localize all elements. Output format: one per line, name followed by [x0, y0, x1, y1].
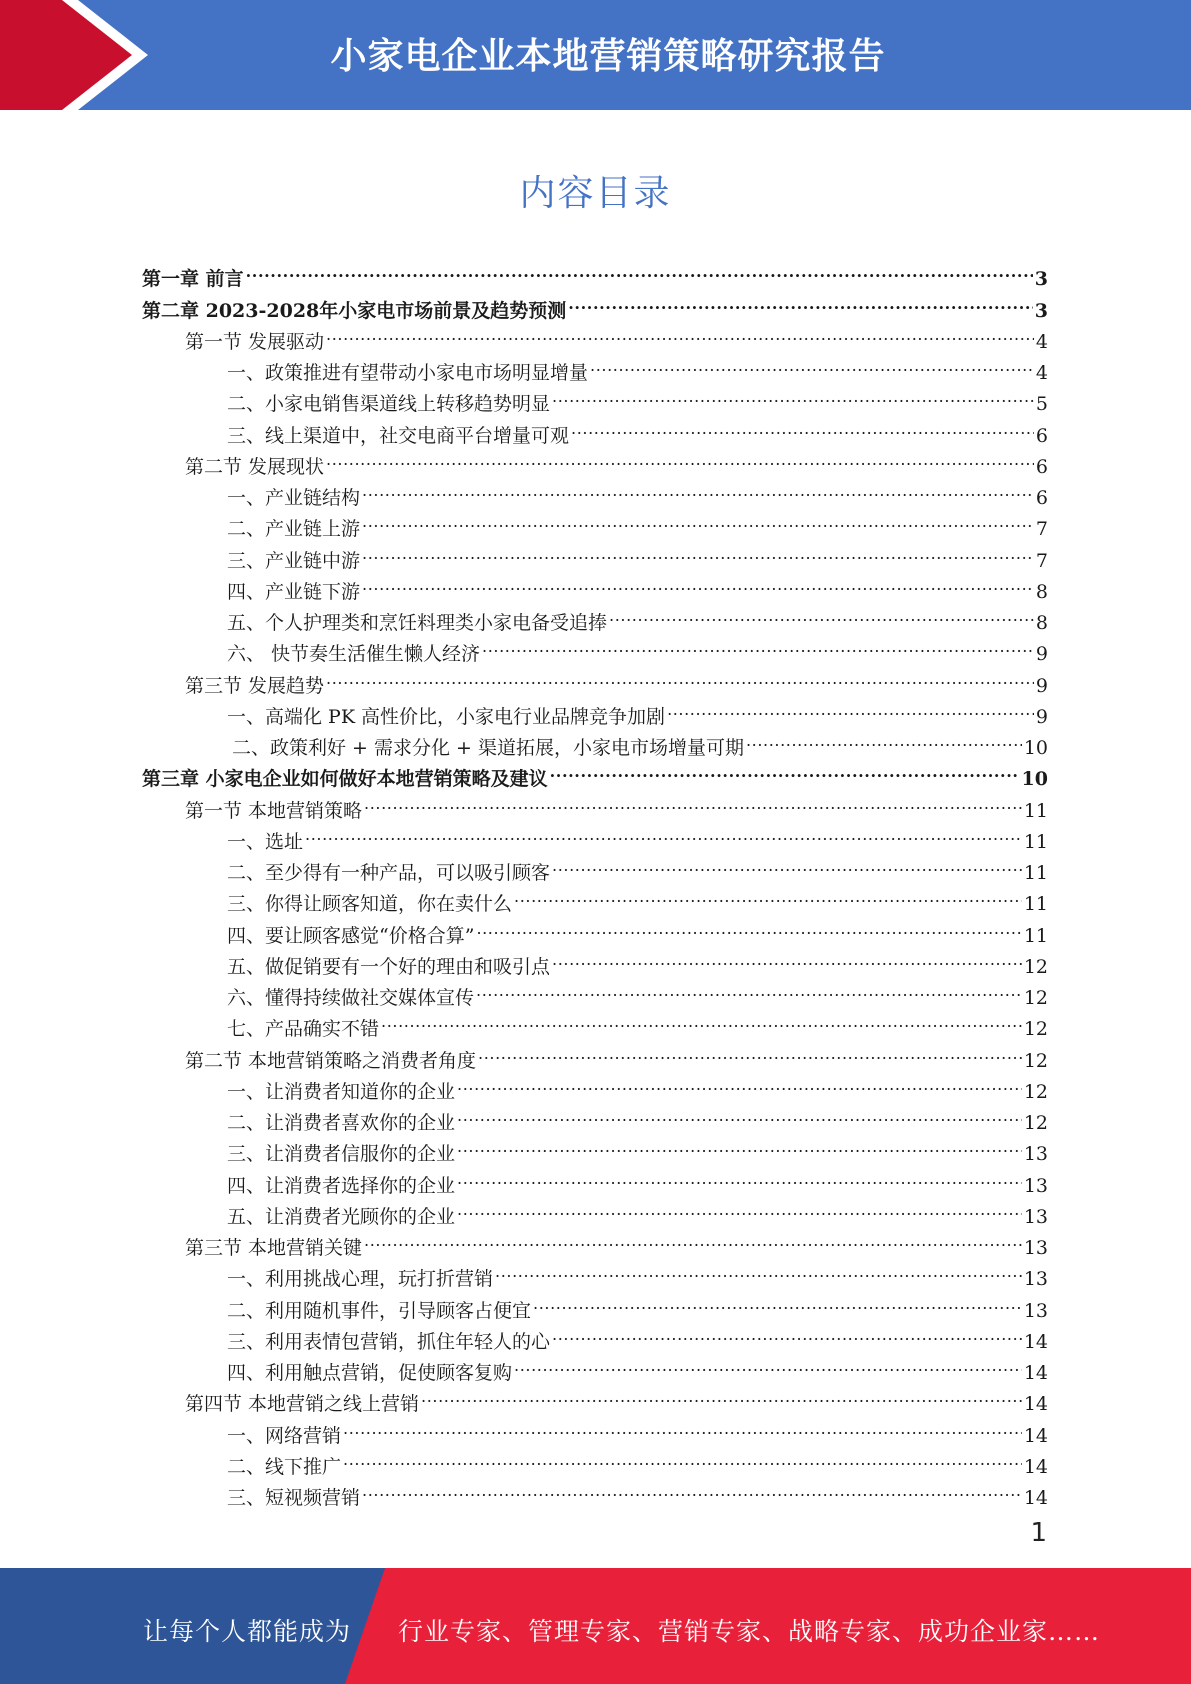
toc-entry-title: 二、政策利好 + 需求分化 + 渠道拓展，小家电市场增量可期	[232, 737, 744, 759]
toc-entry-page: 9	[1035, 643, 1048, 666]
toc-entry-title: 三、短视频营销	[227, 1487, 361, 1509]
toc-dot-leader	[746, 723, 1022, 754]
toc-dot-leader	[552, 848, 1022, 879]
toc-entry-page: 6	[1035, 487, 1048, 509]
toc-dot-leader	[552, 942, 1022, 973]
header-band	[0, 0, 1191, 110]
toc-entry-page: 9	[1035, 674, 1048, 697]
toc-entry-page: 7	[1035, 518, 1048, 541]
toc-entry-title: 二、让消费者喜欢你的企业	[227, 1112, 456, 1134]
toc-dot-leader	[514, 879, 1022, 910]
toc-dot-leader	[305, 817, 1022, 848]
toc-entry-title: 二、利用随机事件，引导顾客占便宜	[227, 1299, 532, 1322]
toc-dot-leader	[457, 1098, 1022, 1129]
toc-dot-leader	[571, 410, 1034, 441]
toc-entry-page: 13	[1023, 1237, 1048, 1259]
toc-entry-title: 一、让消费者知道你的企业	[227, 1080, 456, 1103]
toc-entry-page: 6	[1035, 424, 1048, 447]
toc-dot-leader	[364, 785, 1022, 816]
toc-entry-page: 12	[1023, 1018, 1048, 1041]
toc-entry-page: 14	[1023, 1487, 1048, 1509]
toc-dot-leader	[457, 1160, 1022, 1191]
toc-dot-leader	[552, 379, 1034, 410]
toc-dot-leader	[482, 629, 1034, 660]
toc-entry-title: 三、产业链中游	[227, 549, 361, 572]
toc-entry-page: 11	[1023, 924, 1048, 947]
toc-entry-page: 11	[1023, 830, 1048, 853]
toc-entry-page: 13	[1023, 1174, 1048, 1197]
toc-entry-title: 第一节 发展驱动	[185, 330, 325, 353]
toc-entry-page: 13	[1023, 1205, 1048, 1228]
toc-entry-title: 第一章 前言	[142, 268, 244, 291]
footer-band	[0, 1568, 1191, 1684]
toc-entry-page: 12	[1023, 987, 1048, 1009]
toc-entry-title: 四、要让顾客感觉“价格合算”	[227, 924, 475, 947]
toc-entry-page: 11	[1023, 862, 1048, 884]
toc-dot-leader	[362, 535, 1034, 566]
toc-entry-page: 14	[1023, 1424, 1048, 1447]
toc-entry-title: 四、产业链下游	[227, 580, 361, 603]
toc-entry-page: 10	[1021, 768, 1048, 791]
toc-entry-page: 4	[1035, 330, 1048, 353]
toc-entry-page: 8	[1035, 580, 1048, 603]
toc-dot-leader	[514, 1348, 1022, 1379]
toc-entry-title: 第三节 发展趋势	[185, 674, 325, 697]
toc-entry-title: 四、利用触点营销，促使顾客复购	[227, 1362, 513, 1384]
toc-entry-page: 14	[1023, 1455, 1048, 1478]
toc-entry-page: 12	[1023, 955, 1048, 978]
toc-entry-title: 一、选址	[227, 830, 304, 853]
toc-entry-title: 第三节 本地营销关键	[185, 1237, 363, 1259]
toc-entry-title: 一、政策推进有望带动小家电市场明显增量	[227, 362, 589, 384]
toc-entry-title: 一、高端化 PK 高性价比，小家电行业品牌竞争加剧	[227, 705, 666, 728]
toc-dot-leader	[343, 1410, 1022, 1441]
toc-entry-page: 14	[1023, 1393, 1048, 1416]
toc-entry-page: 13	[1023, 1268, 1048, 1291]
toc-entry-title: 六、懂得持续做社交媒体宣传	[227, 987, 475, 1009]
toc-entry-title: 一、网络营销	[227, 1424, 342, 1447]
toc-entry-page: 13	[1023, 1299, 1048, 1322]
toc-dot-leader	[457, 1067, 1022, 1098]
toc-entry-page: 4	[1035, 362, 1048, 384]
toc-dot-leader	[590, 348, 1034, 379]
toc-entry-page: 3	[1034, 268, 1048, 291]
toc-entry-page: 14	[1023, 1330, 1048, 1353]
toc-entry-title: 三、让消费者信服你的企业	[227, 1143, 456, 1166]
toc-dot-leader	[421, 1379, 1022, 1410]
toc-entry-page: 5	[1035, 393, 1048, 416]
toc-dot-leader	[457, 1129, 1022, 1160]
toc-dot-leader	[478, 1035, 1022, 1066]
toc-heading: 内容目录	[519, 173, 672, 214]
toc-entry-page: 12	[1023, 1112, 1048, 1134]
toc-entry-title: 一、利用挑战心理，玩打折营销	[227, 1268, 494, 1291]
toc-entry-page: 13	[1023, 1143, 1048, 1166]
toc-entry-title: 二、小家电销售渠道线上转移趋势明显	[227, 393, 551, 416]
toc-dot-leader	[364, 1223, 1022, 1254]
toc-entry-page: 11	[1023, 799, 1048, 822]
toc-entry-page: 9	[1035, 705, 1048, 728]
toc-entry-page: 6	[1035, 455, 1048, 478]
toc-entry-title: 三、线上渠道中，社交电商平台增量可观	[227, 424, 570, 447]
toc-entry-title: 第四节 本地营销之线上营销	[185, 1393, 420, 1416]
toc-entry[interactable]	[142, 254, 1048, 291]
toc-dot-leader	[362, 1473, 1022, 1504]
toc-entry-title: 第三章 小家电企业如何做好本地营销策略及建议	[142, 768, 548, 791]
toc-dot-leader	[362, 473, 1034, 504]
toc-dot-leader	[476, 973, 1022, 1004]
toc-dot-leader	[343, 1442, 1022, 1473]
toc-entry-page: 12	[1023, 1080, 1048, 1103]
toc-entry-page: 12	[1023, 1049, 1048, 1072]
toc-entry-page: 8	[1035, 612, 1048, 634]
footer-slogan-right: 行业专家、管理专家、营销专家、战略专家、成功企业家……	[398, 1617, 1101, 1646]
toc-dot-leader	[667, 692, 1034, 723]
toc-entry-title: 一、产业链结构	[227, 487, 361, 509]
toc-entry-page: 7	[1035, 549, 1048, 572]
toc-dot-leader	[550, 754, 1020, 785]
toc-entry-page: 10	[1023, 737, 1048, 759]
toc-entry-title: 二、线下推广	[227, 1455, 342, 1478]
toc-entry-title: 第二节 发展现状	[185, 455, 325, 478]
toc-dot-leader	[476, 910, 1021, 941]
toc-entry-title: 二、产业链上游	[227, 518, 361, 541]
toc-entry-title: 六、 快节奏生活催生懒人经济	[227, 643, 481, 666]
toc-entry-title: 五、做促销要有一个好的理由和吸引点	[227, 955, 551, 978]
toc-entry-page: 14	[1023, 1362, 1048, 1384]
toc-dot-leader	[495, 1254, 1022, 1285]
toc-entry-title: 三、你得让顾客知道，你在卖什么	[227, 893, 513, 916]
page-number: 1	[1030, 1518, 1047, 1548]
toc-dot-leader	[457, 1192, 1022, 1223]
toc-entry-title: 二、至少得有一种产品，可以吸引顾客	[227, 862, 551, 884]
toc-dot-leader	[326, 660, 1034, 691]
toc-dot-leader	[552, 1317, 1022, 1348]
toc-entry-title: 四、让消费者选择你的企业	[227, 1174, 456, 1197]
toc-dot-leader	[609, 598, 1034, 629]
toc-entry-title: 五、个人护理类和烹饪料理类小家电备受追捧	[227, 612, 608, 634]
toc-dot-leader	[326, 442, 1034, 473]
toc-entry-title: 第二章 2023-2028年小家电市场前景及趋势预测	[142, 299, 567, 322]
toc-entry-page: 11	[1023, 893, 1048, 916]
toc-dot-leader	[533, 1285, 1022, 1316]
toc-dot-leader	[326, 317, 1034, 348]
toc-entry-page: 3	[1034, 299, 1048, 322]
toc-dot-leader	[362, 504, 1034, 535]
toc-entry-title: 三、利用表情包营销，抓住年轻人的心	[227, 1330, 551, 1353]
toc-dot-leader	[381, 1004, 1022, 1035]
toc-entry-title: 七、产品确实不错	[227, 1018, 380, 1041]
footer-slogan-left: 让每个人都能成为	[143, 1617, 352, 1646]
toc-entry-title: 第一节 本地营销策略	[185, 799, 363, 822]
toc-dot-leader	[362, 567, 1034, 598]
table-of-contents	[142, 254, 1048, 1509]
report-title: 小家电企业本地营销策略研究报告	[330, 36, 886, 77]
toc-entry-title: 第二节 本地营销策略之消费者角度	[185, 1049, 477, 1072]
toc-entry[interactable]	[142, 285, 1048, 322]
toc-entry-title: 五、让消费者光顾你的企业	[227, 1205, 456, 1228]
toc-dot-leader	[568, 285, 1033, 316]
toc-dot-leader	[246, 254, 1033, 285]
